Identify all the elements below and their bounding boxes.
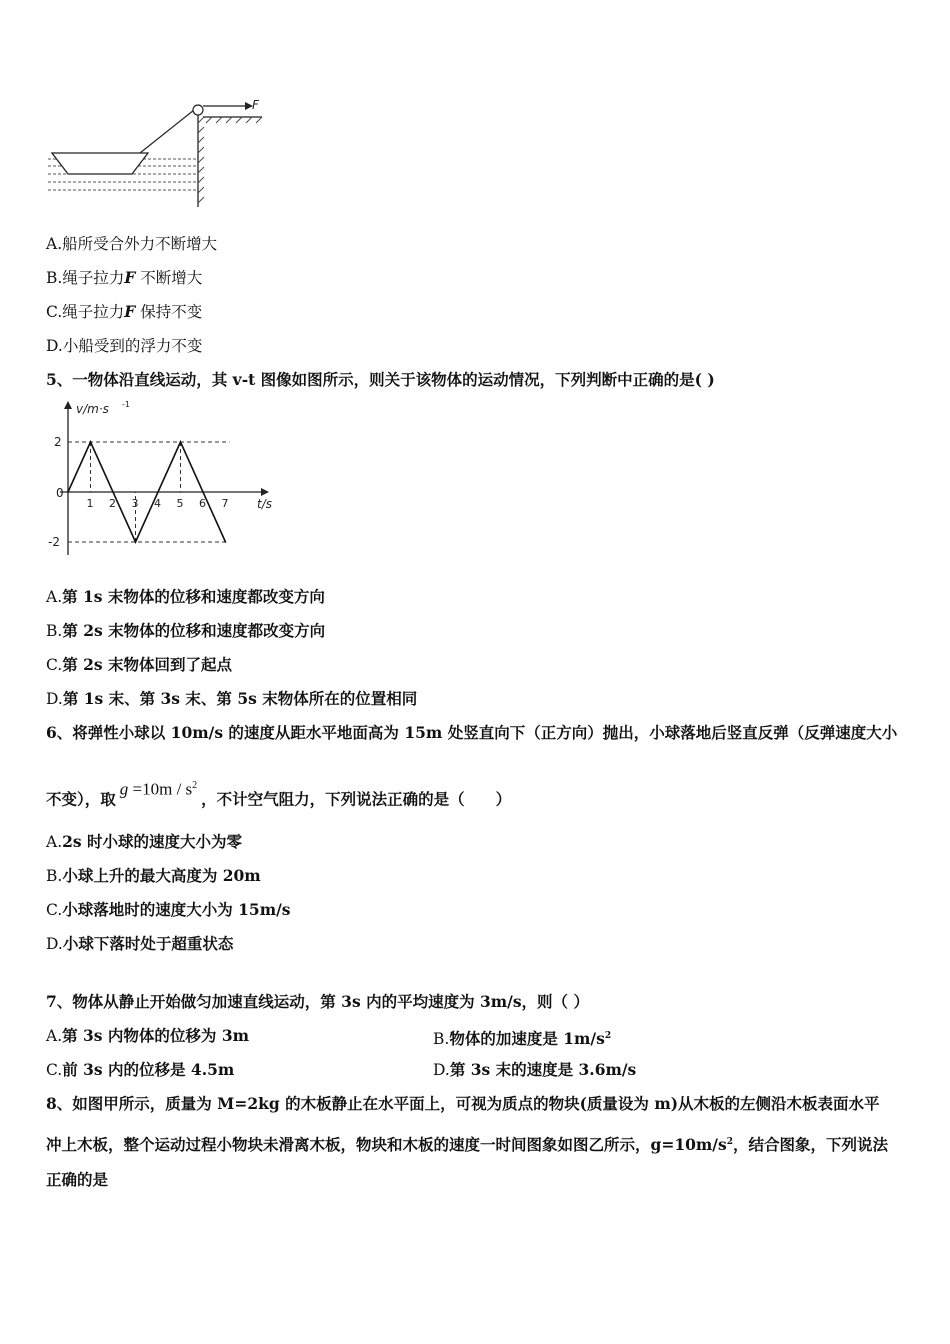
x-tick-label: 1 bbox=[86, 497, 94, 510]
velocity-point bbox=[225, 541, 227, 543]
boat-shape bbox=[52, 153, 148, 174]
q6-option-d: D.小球下落时处于超重状态 bbox=[46, 934, 234, 953]
boat-pulley-figure bbox=[40, 95, 270, 210]
q5-option-a: A.第 1s 末物体的位移和速度都改变方向 bbox=[46, 587, 325, 606]
q4-option-a: A.船所受合外力不断增大 bbox=[46, 235, 218, 253]
x-tick-label: 6 bbox=[199, 497, 206, 510]
x-tick-label: 5 bbox=[176, 497, 184, 510]
q6-stem-line2: 不变），取$g =10m / s^2$，不计空气阻力，下列说法正确的是（ ） bbox=[46, 786, 511, 810]
q8-line2: 冲上木板，整个运动过程小物块未滑离木板，物块和木板的速度一时间图象如图乙所示，$g=10m/s^2$，结合图象，下列说法 bbox=[46, 1135, 888, 1155]
x-axis-label: t/s bbox=[257, 497, 272, 511]
q5-option-c: C.第 2s 末物体回到了起点 bbox=[46, 655, 233, 674]
x-tick-label: 7 bbox=[221, 497, 229, 510]
formula-g: $g =10m / s^2$ bbox=[119, 779, 198, 799]
pulley bbox=[193, 105, 203, 115]
velocity-point bbox=[90, 441, 92, 443]
q5-option-d: D.第 1s 末、第 3s 末、第 5s 末物体所在的位置相同 bbox=[46, 689, 418, 708]
y-axis-label: v/m·s bbox=[76, 402, 109, 416]
q4-option-b: B.绳子拉力F 不断增大 bbox=[46, 268, 203, 287]
x-axis-arrow bbox=[261, 488, 269, 496]
q6-option-c: C.小球落地时的速度大小为 15m/s bbox=[46, 900, 291, 919]
origin-label: 0 bbox=[56, 486, 64, 500]
q7-option-c: C.前 3s 内的位移是 4.5m bbox=[46, 1060, 235, 1079]
y-axis-label-exp: -1 bbox=[122, 400, 130, 409]
velocity-point bbox=[135, 541, 137, 543]
q6-stem-line1: 6、将弹性小球以 10m/s 的速度从距水平地面高为 15m 处竖直向下（正方向）抛出，小球落地后竖直反弹（反弹速度大小 bbox=[46, 723, 898, 742]
q7-option-d: D.第 3s 末的速度是 3.6m/s bbox=[433, 1060, 637, 1079]
x-tick-label: 3 bbox=[131, 497, 139, 510]
q4-option-c: C.绳子拉力F 保持不变 bbox=[46, 302, 203, 321]
q4-option-d: D.小船受到的浮力不变 bbox=[46, 337, 203, 355]
y-axis-arrow bbox=[64, 401, 72, 409]
q8-line1: 8、如图甲所示，质量为 M=2kg 的木板静止在水平面上，可视为质点的物块(质量设为 m)从木板的左侧沿木板表面水平 bbox=[46, 1094, 880, 1113]
q5-stem: 5、一物体沿直线运动，其 v-t 图像如图所示，则关于该物体的运动情况，下列判断中正确的是( ) bbox=[46, 370, 715, 389]
velocity-point bbox=[67, 491, 69, 493]
velocity-point bbox=[180, 441, 182, 443]
q7-option-b: B.物体的加速度是 $1m/s^2$ bbox=[433, 1029, 612, 1049]
y-tick-label: 2 bbox=[54, 435, 62, 449]
x-tick-label: 4 bbox=[154, 497, 161, 510]
q6-option-a: A.2s 时小球的速度大小为零 bbox=[46, 832, 243, 851]
v-t-graph bbox=[40, 395, 290, 560]
q5-option-b: B.第 2s 末物体的位移和速度都改变方向 bbox=[46, 621, 326, 640]
q8-line3: 正确的是 bbox=[46, 1170, 109, 1189]
q7-stem: 7、物体从静止开始做匀加速直线运动，第 3s 内的平均速度为 3m/s，则（ ） bbox=[46, 992, 589, 1011]
y-tick-label: -2 bbox=[48, 535, 60, 549]
x-tick-label: 2 bbox=[109, 497, 116, 510]
q6-option-b: B.小球上升的最大高度为 20m bbox=[46, 866, 261, 885]
rope bbox=[140, 110, 194, 153]
force-label: F bbox=[252, 98, 259, 112]
q7-option-a: A.第 3s 内物体的位移为 3m bbox=[46, 1026, 250, 1045]
